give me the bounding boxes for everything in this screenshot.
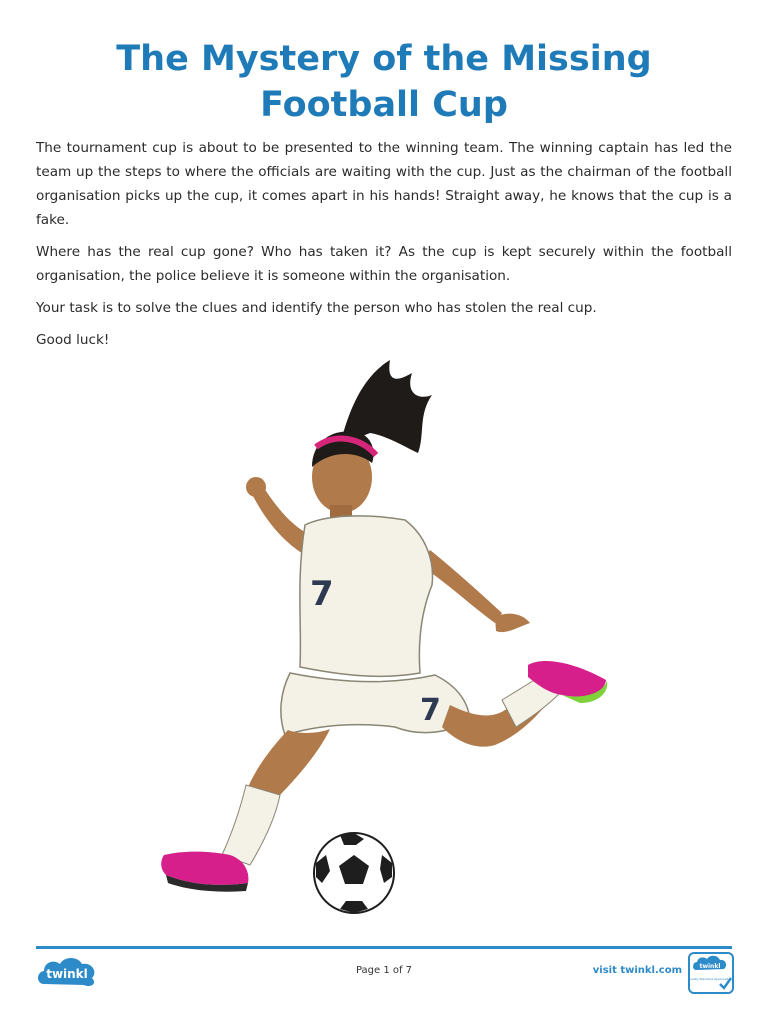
footer-divider — [36, 946, 732, 949]
title-line-2: Football Cup — [260, 85, 508, 125]
right-hand — [495, 614, 530, 632]
logo-text: twinkl — [46, 967, 88, 981]
shorts-number: 7 — [420, 693, 441, 728]
visit-link[interactable]: visit twinkl.com — [592, 965, 682, 976]
paragraph-intro: The tournament cup is about to be presented to the winning team. The winning captain has led the team up the steps to where the officials are waiting with the cup. Just as the chairman of the football organisation picks up the cup, it comes apart in his hands! Straight away, he knows that the cup is a fake. — [36, 140, 732, 228]
front-leg — [248, 729, 330, 797]
badge-caption: Quality Standard Approved — [688, 977, 729, 981]
right-arm — [420, 550, 502, 623]
quality-badge-icon — [688, 952, 734, 994]
left-hand — [246, 477, 266, 497]
title-line-1: The Mystery of the Missing — [116, 39, 652, 79]
paragraph-task: Your task is to solve the clues and identify the person who has stolen the real cup. — [36, 300, 597, 316]
paragraph-questions: Where has the real cup gone? Who has taken it? As the cup is kept securely within the football organisation, the police believe it is someone within the organisation. — [36, 244, 732, 284]
shorts — [281, 673, 470, 735]
paragraph-good-luck: Good luck! — [36, 332, 110, 348]
page-title — [0, 36, 768, 128]
badge-logo-text: twinkl — [699, 963, 721, 970]
page-number: Page 1 of 7 — [355, 965, 413, 976]
footballer-illustration — [150, 355, 620, 915]
story-text — [36, 136, 732, 360]
front-sock — [222, 785, 280, 865]
shirt-number: 7 — [310, 574, 334, 614]
